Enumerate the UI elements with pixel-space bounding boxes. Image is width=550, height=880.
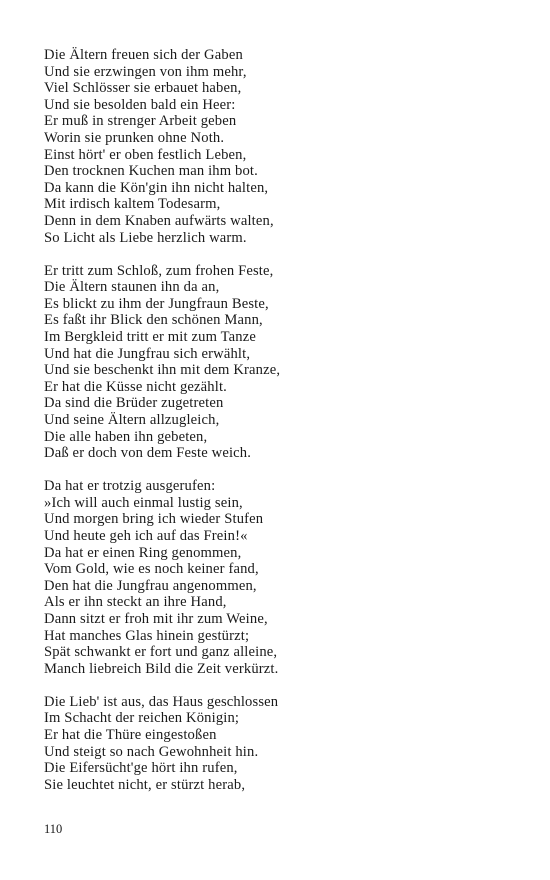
verse-line: Denn in dem Knaben aufwärts walten, [44, 212, 274, 229]
verse-line: Er hat die Küsse nicht gezählt. [44, 378, 227, 395]
stanza [44, 694, 504, 794]
poem-text [44, 47, 504, 810]
verse-line: Und morgen bring ich wieder Stufen [44, 511, 264, 528]
verse-line: Spät schwankt er fort und ganz alleine, [44, 644, 278, 661]
verse-line: Er muß in strenger Arbeit geben [44, 113, 237, 130]
verse-line: Und seine Ältern allzugleich, [44, 411, 220, 428]
verse-line: Hat manches Glas hinein gestürzt; [44, 627, 250, 644]
verse-line: Er tritt zum Schloß, zum frohen Feste, [44, 262, 274, 279]
verse-line: Im Bergkleid tritt er mit zum Tanze [44, 329, 256, 345]
verse-line: Dann sitzt er froh mit ihr zum Weine, [44, 611, 268, 627]
page-number: 110 [44, 822, 63, 836]
verse-line: Als er ihn steckt an ihre Hand, [44, 594, 227, 611]
verse-line: »Ich will auch einmal lustig sein, [44, 494, 243, 511]
stanza [44, 47, 504, 246]
verse-line: Da hat er trotzig ausgerufen: [44, 478, 216, 495]
verse-line: Den trocknen Kuchen man ihm bot. [44, 163, 258, 180]
verse-line: Es blickt zu ihm der Jungfraun Beste, [44, 295, 269, 312]
verse-line: Mit irdisch kaltem Todesarm, [44, 196, 221, 213]
verse-line: Viel Schlösser sie erbauet haben, [44, 80, 242, 97]
verse-line: Manch liebreich Bild die Zeit verkürzt. [44, 660, 279, 677]
verse-line: Die Eifersücht'ge hört ihn rufen, [44, 760, 238, 777]
verse-line: Vom Gold, wie es noch keiner fand, [44, 561, 259, 578]
verse-line: Er hat die Thüre eingestoßen [44, 727, 217, 744]
verse-line: Es faßt ihr Blick den schönen Mann, [44, 312, 263, 329]
stanza [44, 263, 504, 462]
verse-line: Und sie beschenkt ihn mit dem Kranze, [44, 362, 281, 379]
verse-line: Und hat die Jungfrau sich erwählt, [44, 345, 251, 362]
verse-line: Da sind die Brüder zugetreten [44, 395, 224, 412]
verse-line: Da hat er einen Ring genommen, [44, 544, 242, 561]
verse-line: Da kann die Kön'gin ihn nicht halten, [44, 179, 269, 196]
verse-line: Und heute geh ich auf das Frein!« [44, 528, 248, 545]
verse-line: Die Ältern staunen ihn da an, [44, 279, 220, 296]
verse-line: Und sie erzwingen von ihm mehr, [44, 63, 247, 80]
verse-line: Worin sie prunken ohne Noth. [44, 129, 225, 146]
verse-line: Die Ältern freuen sich der Gaben [44, 47, 243, 63]
verse-line: Im Schacht der reichen Königin; [44, 710, 240, 727]
verse-line: Und sie besolden bald ein Heer: [44, 96, 236, 113]
verse-line: Die alle haben ihn gebeten, [44, 428, 208, 445]
verse-line: Einst hört' er oben festlich Leben, [44, 146, 247, 163]
verse-line: Und steigt so nach Gewohnheit hin. [44, 743, 259, 760]
verse-line: Daß er doch von dem Feste weich. [44, 445, 252, 462]
verse-line: Die Lieb' ist aus, das Haus geschlossen [44, 693, 279, 710]
verse-line: Den hat die Jungfrau angenommen, [44, 577, 257, 594]
stanza [44, 478, 504, 677]
verse-line: So Licht als Liebe herzlich warm. [44, 229, 247, 246]
verse-line: Sie leuchtet nicht, er stürzt herab, [44, 776, 246, 793]
